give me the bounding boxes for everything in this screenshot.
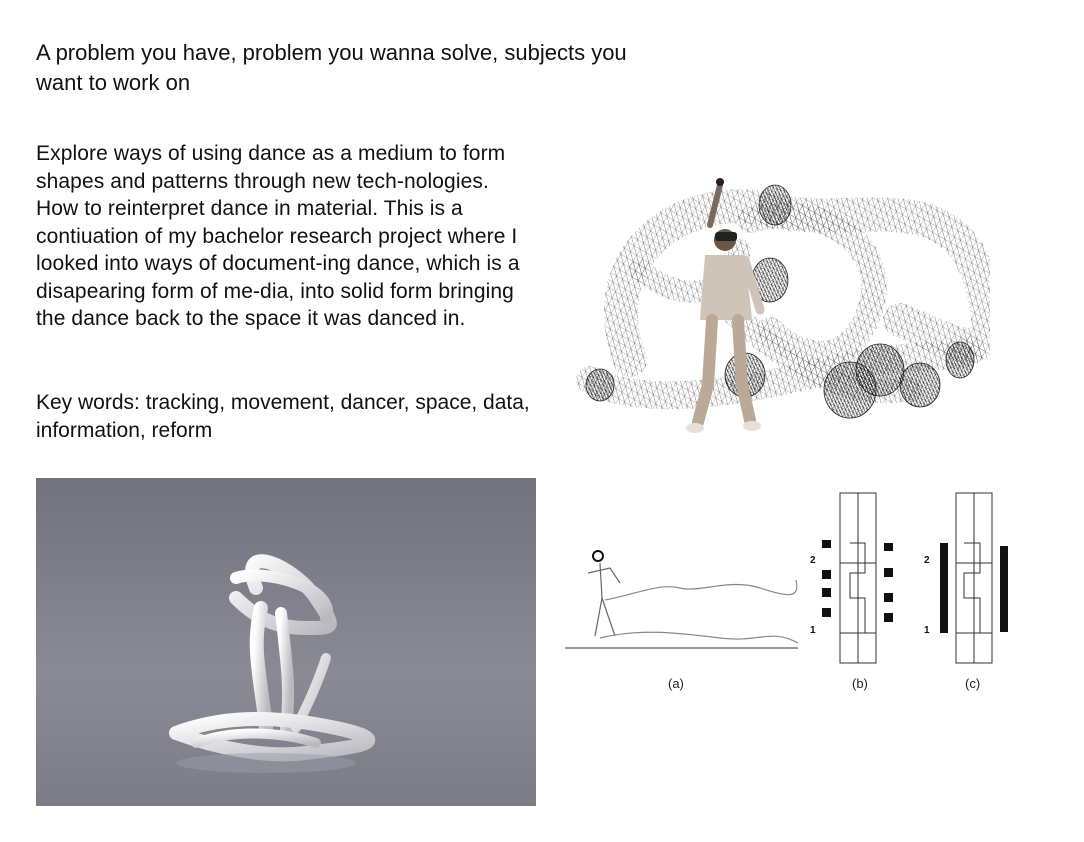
panel-label-b: (b) [852,676,868,691]
page-heading: A problem you have, problem you wanna solve, subjects you want to work on [36,40,627,95]
panel-a-stick-figure-traces [565,551,798,648]
tick-label-1-c: 1 [924,625,930,636]
tick-label-2-c: 2 [924,555,930,566]
sculpture-photo [36,478,536,806]
tick-label-1: 1 [810,625,816,636]
description-paragraph: Explore ways of using dance as a medium to form shapes and patterns through new tech-nologies. How to reinterpret dance in material. This is a contiuation of my bachelor research project where I looked into ways of document-ing dance, which is a disapearing form of me-dia, into solid form bringing the dance back to the space it was danced in. [36,142,520,330]
panel-b-notation [840,493,876,663]
panel-c-notation [956,493,992,663]
keywords-paragraph: Key words: tracking, movement, dancer, space, data, information, reform [36,391,530,442]
panel-label-a: (a) [668,676,684,691]
wireframe-dance-visualization [570,160,990,460]
sculpture-reflection [176,753,356,773]
tick-label-2: 2 [810,555,816,566]
panel-label-c: (c) [965,676,981,691]
motion-notation-figure [560,488,1030,698]
